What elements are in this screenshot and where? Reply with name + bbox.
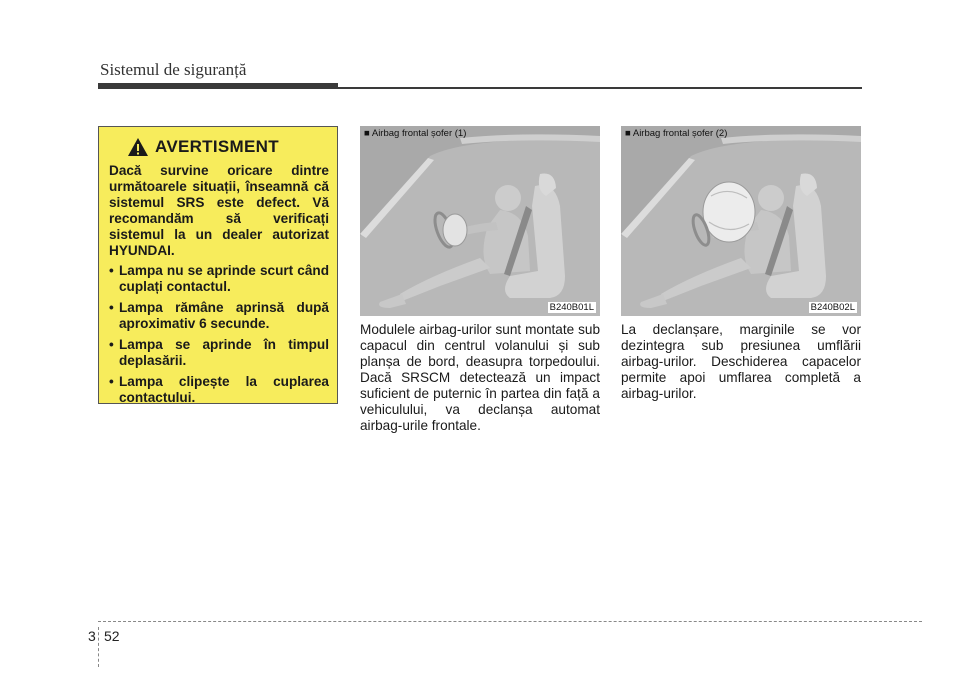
warning-triangle-icon bbox=[127, 137, 149, 157]
warning-box bbox=[98, 126, 338, 404]
warning-list-item: • Lampa rămâne aprinsă după aproximativ 6 secunde. bbox=[109, 300, 329, 331]
figure-airbag-2 bbox=[621, 126, 861, 316]
figure-code: B240B02L bbox=[810, 302, 855, 313]
page-chapter-number: 3 bbox=[88, 628, 96, 644]
figure-caption: ■ Airbag frontal șofer (2) bbox=[625, 128, 728, 139]
warning-list bbox=[109, 263, 329, 406]
warning-list-item: • Lampa se aprinde în timpul deplasării. bbox=[109, 337, 329, 368]
bullet: • bbox=[109, 374, 114, 389]
warning-title: AVERTISMENT bbox=[155, 137, 279, 156]
footer-rule bbox=[98, 621, 922, 622]
bullet: • bbox=[109, 337, 114, 352]
airbag-deploy-start-illustration bbox=[360, 126, 600, 316]
footer-vertical-rule bbox=[98, 627, 99, 667]
figure-code: B240B01L bbox=[549, 302, 594, 313]
body-text-airbag-deployment: La declanșare, marginile se vor dezintegra sub presiunea umflării airbag-urilor. Deschiderea capacelor permite apoi umflarea completă a airbag-urilor. bbox=[621, 322, 861, 401]
header-rule-thin bbox=[338, 87, 862, 89]
header-rule-thick bbox=[98, 83, 338, 89]
page-number: 52 bbox=[104, 628, 120, 644]
warning-header bbox=[127, 137, 329, 157]
bullet: • bbox=[109, 300, 114, 315]
warning-list-item: • Lampa nu se aprinde scurt când cuplați contactul. bbox=[109, 263, 329, 294]
airbag-fully-inflated-illustration bbox=[621, 126, 861, 316]
bullet: • bbox=[109, 263, 114, 278]
figure-airbag-1 bbox=[360, 126, 600, 316]
page-header-title: Sistemul de siguranță bbox=[100, 60, 247, 79]
warning-list-item: • Lampa clipește la cuplarea contactului. bbox=[109, 374, 329, 405]
warning-intro: Dacă survine oricare dintre următoarele situații, înseamnă că sistemul SRS este defect. Vă recomandăm să verificați sistemul la un dealer autorizat HYUNDAI. bbox=[109, 163, 329, 258]
body-text-airbag-modules: Modulele airbag-urilor sunt montate sub capacul din centrul volanului și sub planșa de bord, deasupra torpedoului. Dacă SRSCM detectează un impact suficient de puternic în partea din față a vehiculului, va declanșa automat airbag-urile frontale. bbox=[360, 322, 600, 433]
figure-caption: ■ Airbag frontal șofer (1) bbox=[364, 128, 467, 139]
